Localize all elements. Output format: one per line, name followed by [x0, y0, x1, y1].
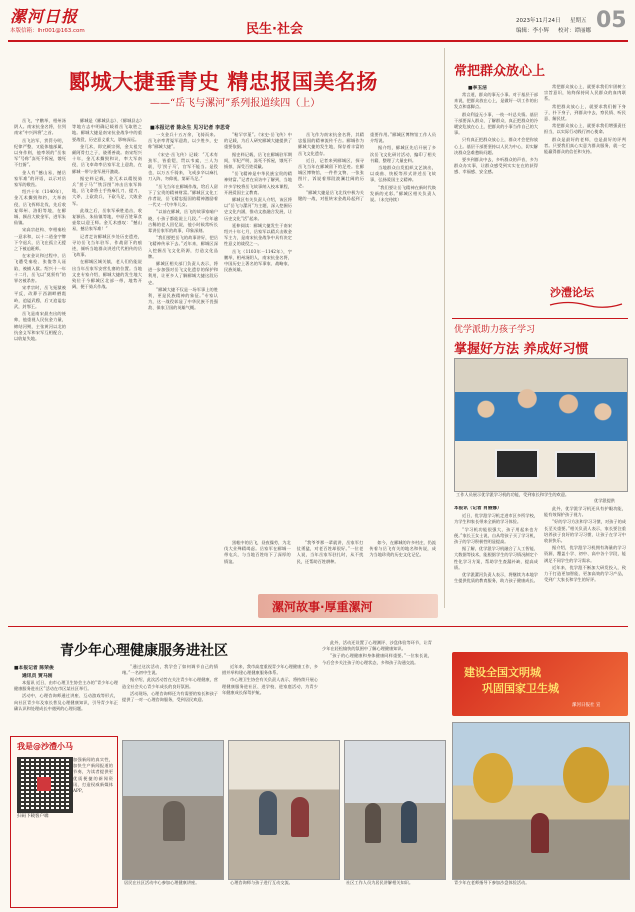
paragraph: “以前在郾城，岳飞的故事家喻户晓，小孩子都能说上几段。”一位年逾古稀的老人回忆说，他小时候常听长辈讲岳家军的故事，印象深刻。	[148, 209, 218, 234]
paragraph: 此战之后，岳家军乘胜追击，收复颍昌、朱仙镇等地，中原百姓箪食壶浆以迎王师。金兀术感叹：“撼山易，撼岳家军难！”	[72, 207, 142, 232]
paragraph: 岳飞治军，赏罚分明，纪律严整，又能体恤部属，以身作则，他率领的“岳家军”号称“冻死不拆屋，饿死不打掳”。	[14, 137, 66, 168]
photo-figure	[531, 813, 549, 853]
lead-col-3	[224, 132, 292, 540]
photo-figure	[291, 797, 309, 837]
paragraph: 《宋史·岳飞传》记载：“兀术有劲军，皆重铠，贯以韦索，三人为联，号‘拐子马’，官军不能当。是役也，以万五千骑来，飞戒步卒以麻扎刀入阵，勿仰视，第斫马足。”	[148, 151, 218, 182]
mid-photo-screen	[555, 451, 597, 479]
paragraph: “岳飞当年在郾城作战，给后人留下了宝贵的精神财富。”郾城区文化工作者说，岳飞精忠报国的精神激励着一代又一代中华儿女。	[148, 183, 218, 208]
youth-byline-2: 通讯员 贾马刚	[22, 673, 53, 679]
column-tag	[548, 280, 624, 310]
editor: 编辑：李小辉	[516, 28, 550, 34]
app-promo-title: 我是@沙澧小马	[17, 742, 73, 751]
youth-byline: ■本报记者 陈荣俊	[14, 665, 54, 671]
paragraph: 据介绍，此次活动旨在关注青少年心理健康，营造全社会关心青少年成长的良好氛围。	[122, 677, 218, 689]
paragraph: 常把群众放心上，就要求我们牢固树立宗旨意识，始终保持同人民群众的血肉联系。	[544, 84, 626, 102]
mid-photo	[454, 358, 628, 492]
lead-subtitle: ——“岳飞与漯河”系列报道续四（上）	[150, 98, 321, 109]
bottom-section-rule	[8, 626, 628, 627]
story-banner-strip	[258, 594, 438, 618]
bottom-caption-3: 社区工作人员为居民讲解相关知识。	[346, 880, 414, 885]
lead-col-4	[14, 118, 66, 600]
paragraph: 在郾城区城关镇，老人们仍能说出当年岳家军安营扎寨的位置。当地文史专家介绍，郾城大捷的发生地大致位于今郾城区北部一带，地势开阔，便于骑兵作战。	[72, 259, 142, 290]
paragraph: “郾城大捷是岳飞北伐中极为关键的一战，对扭转宋金战局起到了重要作用。”郾城区博物馆工作人员介绍说。	[298, 132, 436, 202]
paragraph: 群众利益无小事，一枝一叶总关情。基层干部要深入群众、了解群众，真正把群众的冷暖安危放在心上，把群众的小事当作自己的大事。	[454, 111, 538, 136]
paragraph: 活动中，心理咨询师通过讲座、互动游戏等形式，向社区青少年及家长普及心理健康知识，引导青少年正确认识和处理成长中遇到的心理问题。	[14, 693, 118, 711]
paragraph: 岳飞是南宋最杰出的统帅，他重视人民抗金力量，缔结河朔，主张黄河以北的抗金义军和宋军互相配合，以收复失地。	[14, 311, 66, 341]
paragraph: “我们要让岳飞精神在新时代焕发新的光彩。”郾城区相关负责人说。（未完待续）	[370, 184, 436, 203]
mid-photo-screen	[495, 449, 539, 479]
app-promo	[10, 736, 118, 908]
email-line	[10, 26, 85, 34]
paragraph: 近日，记者来到郾城区，探寻岳飞当年在郾城留下的足迹。在郾城区博物馆，一件件文物、一张张图片，诉说着那段波澜壮阔的历史。	[298, 157, 364, 188]
mid-col-left	[454, 506, 538, 624]
paragraph: 岳飞，宇鹏举，相州汤阴人。南宋抗金名将，位列南宋“中兴四将”之首。	[14, 118, 66, 136]
paragraph: “岳飞精神是中华民族宝贵的精神财富。”记者在采访中了解到，当地许多学校将岳飞故事纳入校本课程，开展爱国主义教育。	[224, 171, 292, 195]
lead-headline: 郾城大捷垂青史 精忠报国美名扬	[69, 69, 378, 94]
commentary-left	[454, 92, 538, 318]
paragraph: 本报讯 近日，由市心理卫生协会主办的“青少年心理健康服务进社区”活动在市区某社区举行。	[14, 680, 118, 692]
paragraph: 郾城是《郾城县志》、《郾城县志》等地方志中明确记载着岳飞取胜之地。郾城大捷是南宋抗金战争中的重要战役，历史意义重大，影响深远。	[72, 118, 142, 142]
proofreader: 校对：谭丽娜	[558, 28, 592, 34]
paragraph: 据介绍，优学派学习机拥有海量的学习资源，覆盖小学、初中、高中各个学段，能满足不同学生的学习需求。	[544, 545, 626, 563]
paragraph: 近年来，优学派不断加大研发投入，致力于打造更加智能、更加高效的学习产品，受到广大家长和学生的好评。	[544, 564, 626, 583]
paragraph: 据介绍，郾城区先后开展了多次岳飞文化研讨活动，编印了相关书籍，整理了大量史料。	[370, 145, 436, 163]
newspaper-logo: 漯河日报	[10, 7, 79, 26]
qr-center-logo	[37, 777, 51, 791]
paragraph: 如今，在郾城的许多村庄，仍流传着与岳飞有关的地名和传说，成为当地珍贵的历史文化记忆。	[369, 540, 436, 558]
mid-photo-credit: 优学派提供	[594, 498, 615, 503]
photo-tree	[563, 747, 609, 803]
commentary-author: ■李玉洁	[468, 85, 487, 91]
mid-byline: 本报讯（记者 肖丽娜）	[454, 506, 502, 511]
weekday: 星期五	[570, 18, 587, 24]
email-address[interactable]: lhr001@163.com	[37, 28, 85, 34]
qr-code-icon[interactable]	[17, 757, 73, 813]
column-tag-swirl-icon	[548, 300, 624, 308]
paragraph: 据史料记载，金兀术以精锐骑兵“拐子马”“铁浮图”冲击岳家军阵地，岳飞命将士手持麻扎刀、提刀、大斧，上砍敌兵，下砍马足，大败金军。	[72, 175, 142, 206]
paragraph: 此外，活动还设置了心理测评、沙盘体验等环节，让青少年在轻松愉快的氛围中了解心理健康知识。	[322, 640, 432, 652]
youth-col-4	[322, 640, 432, 734]
photo-figure	[259, 791, 277, 835]
commentary-title: 常把群众放心上	[454, 64, 546, 79]
bottom-photo-2	[228, 740, 340, 880]
story-banner-title: 漯河故事·厚重漯河	[272, 600, 373, 614]
paragraph: 记者走访郾城区多处历史遗迹，寻访岳飞当年驻军、作战留下的痕迹，倾听当地群众讲述代代相传的岳飞故事。	[72, 233, 142, 258]
column-tag-text: 沙澧论坛	[550, 286, 594, 299]
mid-headline: 掌握好方法 养成好习惯	[454, 342, 589, 357]
bottom-photo-4	[452, 722, 630, 880]
lead-col-5	[298, 132, 436, 540]
masthead-rule	[8, 40, 628, 42]
paragraph: “通过这次活动，我学会了如何调节自己的情绪。”一名初中生说。	[122, 664, 218, 676]
photo-figure	[163, 801, 185, 841]
bottom-caption-4: 青少年在老师指导下参加沙盘体验活动。	[454, 880, 530, 885]
paragraph: 据史料记载，岳飞在郾城驻军期间，军纪严明，冻死不拆屋，饿死不掳掠，深受百姓爱戴。	[224, 151, 292, 170]
column-divider	[444, 48, 445, 608]
paragraph: 常言道，群众的事无小事。对于基层干部来说，把群众放在心上，是做好一切工作的出发点和落脚点。	[454, 92, 538, 110]
bottom-caption-2: 心理咨询师与孩子进行互动交流。	[230, 880, 293, 885]
section-rule	[452, 318, 628, 319]
paragraph: “孩子的心理健康和身体健康同样重要。”一位家长说，今后会多关注孩子的心理状态，多和孩子沟通交流。	[322, 653, 432, 665]
paragraph: “粘罕孛堇”。《宋史·岳飞传》中的记载，为后人研究郾城大捷提供了重要依据。	[224, 132, 292, 150]
youth-col-3	[222, 664, 318, 734]
paragraph: 延伸阅读：郾城大捷发生于南宋绍兴十年七月，岳家军以精兵击败金军主力，是南宋抗金战争中具有决定性意义的战役之一。	[224, 222, 292, 247]
youth-headline: 青少年心理健康服务进社区	[60, 643, 228, 659]
email-label: 本版信箱：	[10, 28, 38, 34]
paragraph: “我爷爷那一辈就讲，岳家军打仗勇猛，对老百姓却很好。”一位老人说，当年岳家军驻扎时，从不扰民，还帮助百姓耕种。	[296, 540, 364, 564]
paragraph: 活动现场，心理咨询师还为有需要的家长和孩子提供了一对一心理咨询服务，受到居民欢迎。	[122, 690, 218, 703]
paragraph: 郾城区有关负责人介绍，该区将以“岳飞与漯河”为主题，深入挖掘历史文化内涵，推动文旅融合发展，让历史文化“活”起来。	[224, 197, 292, 221]
paragraph: 只有真正把群众放心上，群众才会把你放心上。基层干部要坚持以人民为中心，切实解决群众急难愁盼问题。	[454, 137, 538, 155]
paragraph: 金人有“撼山易，撼岳家军难”的评语，以示对岳家军的敬畏。	[14, 169, 66, 188]
paragraph: 要多到群众中去，多听群众的声音，多为群众办实事，让群众感受到实实在在的获得感、幸福感、安全感。	[454, 157, 538, 175]
mid-kicker: 优学派助力孩子学习	[454, 325, 536, 335]
lead-col-2	[148, 132, 218, 620]
story-col	[224, 540, 436, 590]
paragraph: 近年来，我市高度重视青少年心理健康工作，多措并举构建心理健康服务体系。	[222, 664, 318, 676]
paragraph: 加强新闻的真实性，加快生产新闻报道的节奏，为读者提供更优质便捷的新闻资讯，打造权威新媒体APP。	[73, 757, 113, 794]
paragraph: 在宋金议和过程中，岳飞遭受秦桧、张俊等人诬陷，被捕入狱。绍兴十一年十二月，岳飞以“莫须有”的罪名被杀害。	[14, 253, 66, 284]
photo-tree	[473, 753, 513, 803]
mid-col-right	[544, 506, 626, 624]
paragraph: 金兀术，即完颜宗弼，金太祖完颜阿骨打之子，骁勇善战。南宋绍兴十年，金兀术撕毁和议，率大军南侵，岳飞奉命率岳家军北上迎敌，在郾城一带与金军展开激战。	[72, 143, 142, 174]
bottom-caption-1: 居民在社区活动中心参加心理健康讲座。	[124, 880, 200, 885]
paragraph: 市心理卫生协会有关负责人表示，将持续开展心理健康服务进社区、进学校、进家庭活动，为青少年健康成长保驾护航。	[222, 677, 318, 695]
page-number: 05	[596, 8, 627, 33]
paragraph: 群众是最好的老师，也是最好的评判者。只要我们真心实意为群众服务，就一定能赢得群众的信任和支持。	[544, 136, 626, 155]
paragraph: 一支金兵十五万余，飞骑而来。岳飞亲率背嵬军迎敌，以少胜多，史称“郾城大捷”。	[148, 132, 218, 150]
paragraph: 常把群众放心上，就要求我们俯下身子，扑下身子，到群众中去，察民情、听民意、解民忧。	[544, 103, 626, 122]
civic-line-1: 建设全国文明城	[464, 666, 541, 679]
date: 2023年11月24日	[516, 18, 561, 24]
civic-line-2: 巩固国家卫生城	[482, 682, 559, 695]
section-title: 民生·社会	[246, 22, 303, 37]
paragraph: 宋高宗赵构、宰相秦桧一意求和，以十二道金字牌下令退兵，岳飞在孤立无援之下被迫班师。	[14, 227, 66, 252]
civic-line-3: 漯河日报社 宣	[572, 703, 601, 708]
paragraph: 郾城区相关部门负责人表示，将进一步加强对岳飞文化遗存的保护和利用，让更多人了解郾城大捷这段历史。	[148, 261, 218, 285]
paragraph: 近日，优学派学习机走进市区多所学校，为学生和家长带来全新的学习体验。	[454, 513, 538, 525]
paragraph: 岳飞作为南宋抗金名将，其精忠报国的精神流传千古。郾城作为郾城大捷的发生地，保存着丰富的岳飞文化遗存。	[298, 132, 364, 156]
paragraph: 优学派漯河负责人表示，将继续为本地学生提供优质的教育服务，助力孩子健康成长。	[454, 572, 538, 584]
masthead	[8, 4, 628, 42]
mid-photo-caption: 工作人员展示优学派学习机的功能，受到家长和学生的欢迎。	[456, 492, 570, 497]
youth-col-2	[122, 664, 218, 734]
paragraph: “学习机功能很强大，孩子用起来也方便。”家长王女士说，自从给孩子买了学习机，孩子的学习积极性明显提高。	[454, 526, 538, 545]
paragraph: 常把群众放心上，就要求我们增强责任担当，以实际行动践行初心使命。	[544, 123, 626, 135]
paragraph: “郾城大捷不仅是一场军事上的胜利，更是民族精神的象征。”专家认为，这一战役彰显了中华民族不畏强敌、保家卫国的英雄气概。	[148, 286, 218, 311]
photo-figure	[365, 803, 381, 843]
paragraph: “我们要把岳飞的故事讲好，把岳飞精神传承下去。”近年来，郾城区深入挖掘岳飞文化资源，打造文化品牌。	[148, 235, 218, 259]
photo-figure	[401, 801, 417, 843]
youth-col-1	[14, 680, 118, 732]
paragraph: 黑帐中的岳飞，昼夜操劳，为北伐大业殚精竭虑。岳家军在郾城一带屯兵，与当地百姓结下了深厚的情谊。	[224, 540, 291, 564]
paragraph: 岳飞（1103年－1142年），字鹏举，相州汤阴人，南宋抗金名将，中国历史上著名的军事家、战略家、民族英雄。	[224, 248, 292, 273]
bottom-photo-3	[344, 740, 446, 880]
paragraph: 绍兴十年（1140年），金兀术撕毁和约，大举南侵，岳飞挥师北伐，先后收复郑州、洛阳等地，在郾城、颍昌大败金军，进军朱仙镇。	[14, 189, 66, 226]
civic-ad	[452, 652, 628, 716]
lead-col-1	[72, 118, 142, 600]
paragraph: 据了解，优学派学习机融合了人工智能、大数据等技术，能根据学生的学习情况制定个性化学习方案，帮助学生查漏补缺、提高成绩。	[454, 546, 538, 570]
paragraph: 宋孝宗时，岳飞冤狱被平反，改葬于西湖畔栖霞岭，追谥武穆，后又追谥忠武，封鄂王。	[14, 285, 66, 309]
commentary-right	[544, 84, 626, 274]
paragraph: 此外，优学派学习机还具有护眼功能，能有效保护孩子视力。	[544, 506, 626, 518]
paragraph: “好的学习方法和学习习惯，对孩子的成长至关重要。”相关负责人表示，家长要注重培养孩子良好的学习习惯，让孩子在学习中收获快乐。	[544, 519, 626, 544]
paragraph: 当地群众自发组织文艺演出，以戏曲、快板等形式讲述岳飞故事，弘扬爱国主义精神。	[370, 165, 436, 183]
bottom-photo-1	[122, 740, 224, 880]
lead-byline: ■本报记者 陈永生 见习记者 李思奇	[150, 125, 230, 131]
app-desc	[73, 757, 113, 837]
qr-caption: 扫码下载客户端	[17, 814, 49, 819]
